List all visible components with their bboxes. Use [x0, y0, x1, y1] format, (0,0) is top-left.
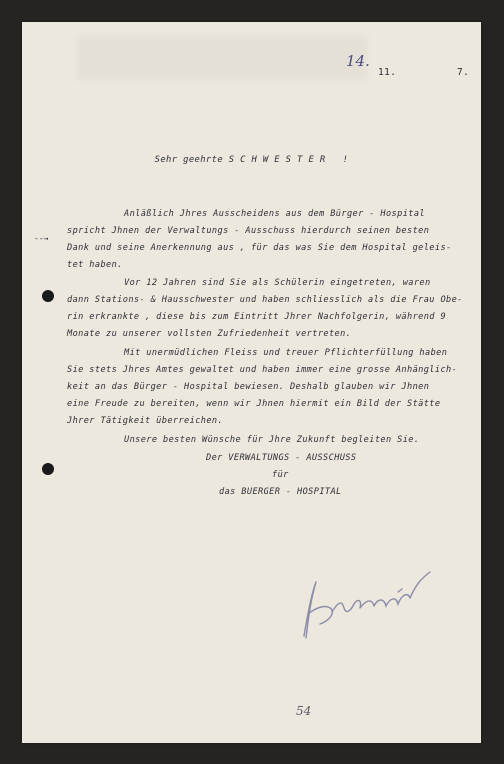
body-line: Vor 12 Jahren sind Sie als Schülerin eingetreten, waren: [124, 278, 431, 288]
body-line: rin erkrankte , diese bis zum Eintritt Jhrer Nachfolgerin, während 9: [67, 312, 447, 322]
body-line: keit an das Bürger - Hospital bewiesen. Deshalb glauben wir Jhnen: [67, 382, 430, 392]
body-line: Dank und seine Anerkennung aus , für das was Sie dem Hospital geleis-: [67, 243, 452, 253]
body-line: spricht Jhnen der Verwaltungs - Ausschuss hierdurch seinen besten: [67, 226, 430, 236]
body-line: tet haben.: [67, 260, 123, 270]
closing-fuer: für: [272, 470, 289, 480]
handwritten-bottom-number: 54: [296, 704, 312, 718]
body-line: dann Stations- & Hausschwester und haben schliesslich als die Frau Obe-: [67, 295, 463, 305]
body-line: Jhrer Tätigkeit überreichen.: [67, 416, 224, 426]
salutation: Sehr geehrte S C H W E S T E R !: [154, 155, 349, 165]
body-line: Monate zu unserer vollsten Zufriedenheit vertreten.: [67, 329, 352, 339]
letter-date: 11. 7.: [378, 67, 470, 78]
closing-hospital: das BUERGER - HOSPITAL: [219, 487, 342, 497]
handwritten-signature: [298, 552, 448, 642]
letter-sheet: [22, 22, 481, 743]
punch-hole: [42, 463, 54, 475]
body-line: Sie stets Jhres Amtes gewaltet und haben immer eine grosse Anhänglich-: [67, 365, 458, 375]
handwritten-page-number: 14.: [346, 52, 370, 70]
punch-hole: [42, 290, 54, 302]
body-line: Anläßlich Jhres Ausscheidens aus dem Bürger - Hospital: [124, 209, 425, 219]
faded-letterhead: [77, 36, 367, 80]
body-line: Unsere besten Wünsche für Jhre Zukunft begleiten Sie.: [124, 435, 420, 445]
body-line: Mit unermüdlichen Fleiss und treuer Pflichterfüllung haben: [124, 348, 448, 358]
closing-committee: Der VERWALTUNGS - AUSSCHUSS: [206, 453, 357, 463]
body-line: eine Freude zu bereiten, wenn wir Jhnen hiermit ein Bild der Stätte: [67, 399, 441, 409]
margin-arrow-mark: --→: [34, 234, 49, 243]
